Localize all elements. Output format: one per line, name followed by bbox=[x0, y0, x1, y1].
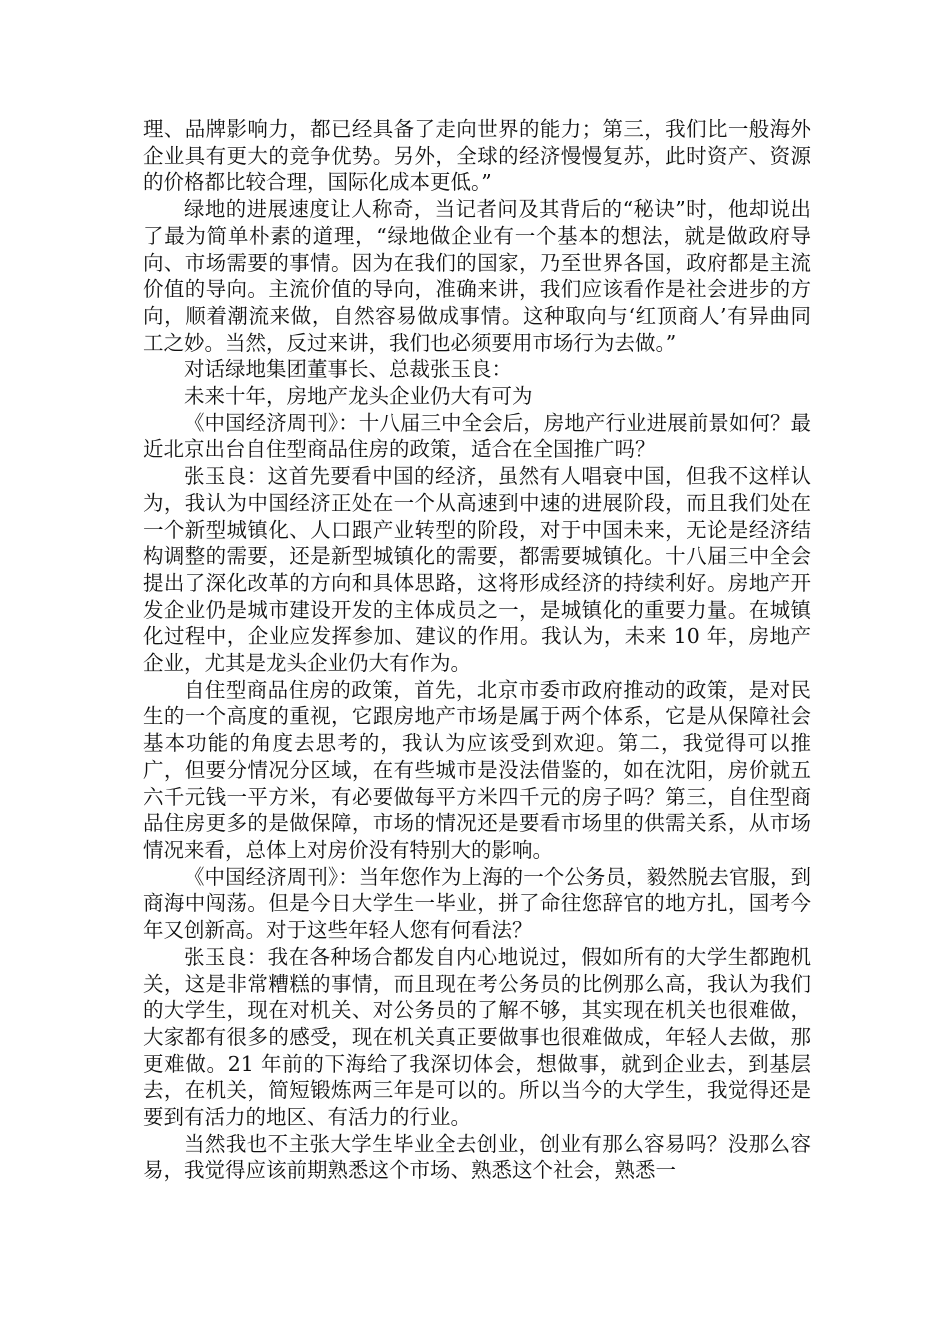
answer-1: 张玉良：这首先要看中国的经济，虽然有人唱衰中国，但我不这样认为，我认为中国经济正处在一个从高速到中速的进展阶段，而且我们处在一个新型城镇化、人口跟产业转型的阶段，对于中国未来，无论是经济结构调整的需要，还是新型城镇化的需要，都需要城镇化。十八届三中全会提出了深化改革的方向和具体思路，这将形成经济的持续利好。房地产开发企业仍是城市建设开发的主体成员之一，是城镇化的重要力量。在城镇化过程中，企业应发挥参加、建议的作用。我认为，未来 10 年，房地产企业，尤其是龙头企业仍大有作为。 bbox=[143, 464, 811, 676]
answer-1-continued: 自住型商品住房的政策，首先，北京市委市政府推动的政策，是对民生的一个高度的重视，它跟房地产市场是属于两个体系，它是从保障社会基本功能的角度去思考的，我认为应该受到欢迎。第二，我觉得可以推广，但要分情况分区域，在有些城市是没法借鉴的，如在沈阳，房价就五六千元钱一平方米，有必要做每平方米四千元的房子吗？第三，自住型商品住房更多的是做保障，市场的情况还是要看市场里的供需关系，从市场情况来看，总体上对房价没有特别大的影响。 bbox=[143, 677, 811, 862]
section-heading: 未来十年，房地产龙头企业仍大有可为 bbox=[184, 384, 533, 409]
paragraph-1: 理、品牌影响力，都已经具备了走向世界的能力；第三，我们比一般海外企业具有更大的竞争优势。另外，全球的经济慢慢复苏，此时资产、资源的价格都比较合理，国际化成本更低。” bbox=[143, 117, 811, 195]
question-1: 《中国经济周刊》：十八届三中全会后，房地产行业进展前景如何？最近北京出台自住型商品住房的政策，适合在全国推广吗？ bbox=[143, 410, 811, 462]
dialogue-intro: 对话绿地集团董事长、总裁张玉良： bbox=[184, 357, 512, 382]
question-2: 《中国经济周刊》：当年您作为上海的一个公务员，毅然脱去官服，到商海中闯荡。但是今日大学生一毕业，拼了命往您辞官的地方扎，国考今年又创新高。对于这些年轻人您有何看法？ bbox=[143, 864, 811, 943]
answer-2-continued: 当然我也不主张大学生毕业全去创业，创业有那么容易吗？没那么容易，我觉得应该前期熟悉这个市场、熟悉这个社会，熟悉一 bbox=[143, 1131, 811, 1183]
document-page bbox=[143, 116, 811, 1184]
answer-2: 张玉良：我在各种场合都发自内心地说过，假如所有的大学生都跑机关，这是非常糟糕的事情，而且现在考公务员的比例那么高，我认为我们的大学生，现在对机关、对公务员的了解不够，其实现在机关也很难做，大家都有很多的感受，现在机关真正要做事也很难做成，年轻人去做，那更难做。21 年前的下海给了我深切体会，想做事，就到企业去，到基层去，在机关，简短锻炼两三年是可以的。所以当今的大学生，我觉得还是要到有活力的地区、有活力的行业。 bbox=[143, 944, 811, 1130]
paragraph-2: 绿地的进展速度让人称奇，当记者问及其背后的“秘诀”时，他却说出了最为简单朴素的道理，“绿地做企业有一个基本的想法，就是做政府导向、市场需要的事情。因为在我们的国家，乃至世界各国，政府都是主流价值的导向。主流价值的导向，准确来讲，我们应该看作是社会进步的方向，顺着潮流来做，自然容易做成事情。这种取向与‘红顶商人’有异曲同工之妙。当然，反过来讲，我们也必须要用市场行为去做。” bbox=[143, 197, 811, 355]
